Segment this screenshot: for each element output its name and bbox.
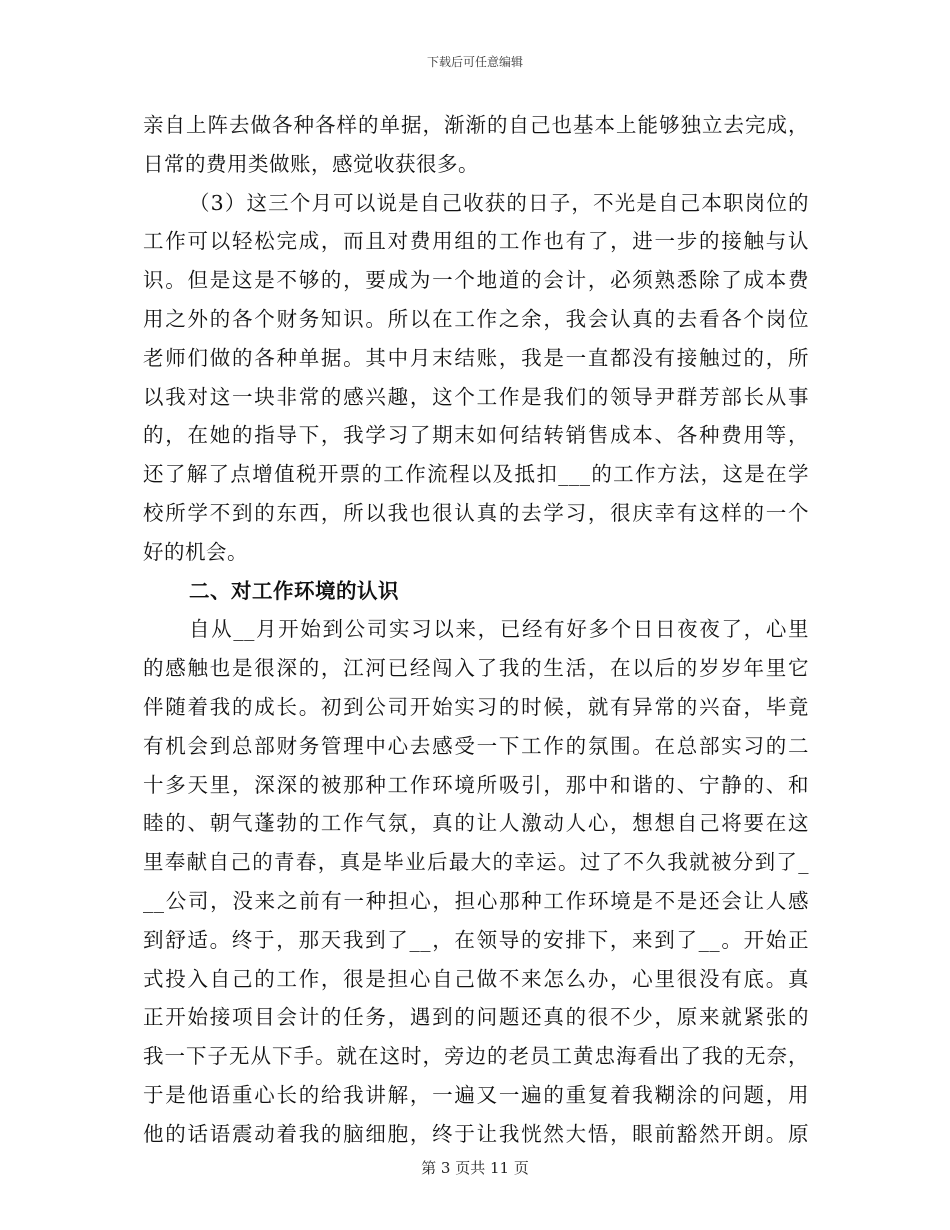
text-line: 用之外的各个财务知识。所以在工作之余，我会认真的去看各个岗位 xyxy=(143,306,809,331)
text-line: 以我对这一块非常的感兴趣，这个工作是我们的领导尹群芳部长从事 xyxy=(143,384,809,409)
text-line: 的，在她的指导下，我学习了期末如何结转销售成本、各种费用等， xyxy=(143,423,809,448)
text-line: __公司，没来之前有一种担心，担心那种工作环境是不是还会让人感 xyxy=(143,888,809,913)
text-line: 有机会到总部财务管理中心去感受一下工作的氛围。在总部实习的二 xyxy=(143,733,809,758)
text-line: 到舒适。终于，那天我到了__，在领导的安排下，来到了__。开始正 xyxy=(143,927,809,952)
text-line: 里奉献自己的青春，真是毕业后最大的幸运。过了不久我就被分到了_ xyxy=(143,850,809,875)
text-line: 日常的费用类做账，感觉收获很多。 xyxy=(143,151,479,176)
text-line: 的感触也是很深的，江河已经闯入了我的生活，在以后的岁岁年里它 xyxy=(143,656,809,681)
page-number: 第 3 页共 11 页 xyxy=(421,1159,529,1177)
text-line: 亲自上阵去做各种各样的单据，渐渐的自己也基本上能够独立去完成， xyxy=(143,113,809,137)
text-line: （3）这三个月可以说是自己收获的日子，不光是自己本职岗位的 xyxy=(189,190,809,215)
text-line: 识。但是这是不够的，要成为一个地道的会计，必须熟悉除了成本费 xyxy=(143,268,809,293)
text-line: 式投入自己的工作，很是担心自己做不来怎么办，心里很没有底。真 xyxy=(143,966,809,991)
text-line: 我一下子无从下手。就在这时，旁边的老员工黄忠海看出了我的无奈， xyxy=(143,1044,809,1069)
document-body xyxy=(143,106,809,1154)
text-line: 自从__月开始到公司实习以来，已经有好多个日日夜夜了，心里 xyxy=(189,617,809,642)
text-line: 工作可以轻松完成，而且对费用组的工作也有了，进一步的接触与认 xyxy=(143,229,809,254)
text-line: 正开始接项目会计的任务，遇到的问题还真的很不少，原来就紧张的 xyxy=(143,1005,809,1030)
text-line: 还了解了点增值税开票的工作流程以及抵扣___的工作方法，这是在学 xyxy=(143,462,809,487)
section-heading: 二、对工作环境的认识 xyxy=(189,578,399,603)
text-line: 老师们做的各种单据。其中月末结账，我是一直都没有接触过的，所 xyxy=(143,345,809,370)
text-line: 好的机会。 xyxy=(143,539,248,564)
text-line: 校所学不到的东西，所以我也很认真的去学习，很庆幸有这样的一个 xyxy=(143,500,809,525)
text-line: 伴随着我的成长。初到公司开始实习的时候，就有异常的兴奋，毕竟 xyxy=(143,694,809,719)
text-line: 于是他语重心长的给我讲解，一遍又一遍的重复着我糊涂的问题，用 xyxy=(143,1082,809,1107)
page-header: 下载后可任意编辑 xyxy=(426,55,523,69)
text-line: 睦的、朝气蓬勃的工作气氛，真的让人激动人心，想想自己将要在这 xyxy=(143,811,809,836)
text-line: 他的话语震动着我的脑细胞，终于让我恍然大悟，眼前豁然开朗。原 xyxy=(143,1121,809,1146)
text-line: 十多天里，深深的被那种工作环境所吸引，那中和谐的、宁静的、和 xyxy=(143,772,809,797)
